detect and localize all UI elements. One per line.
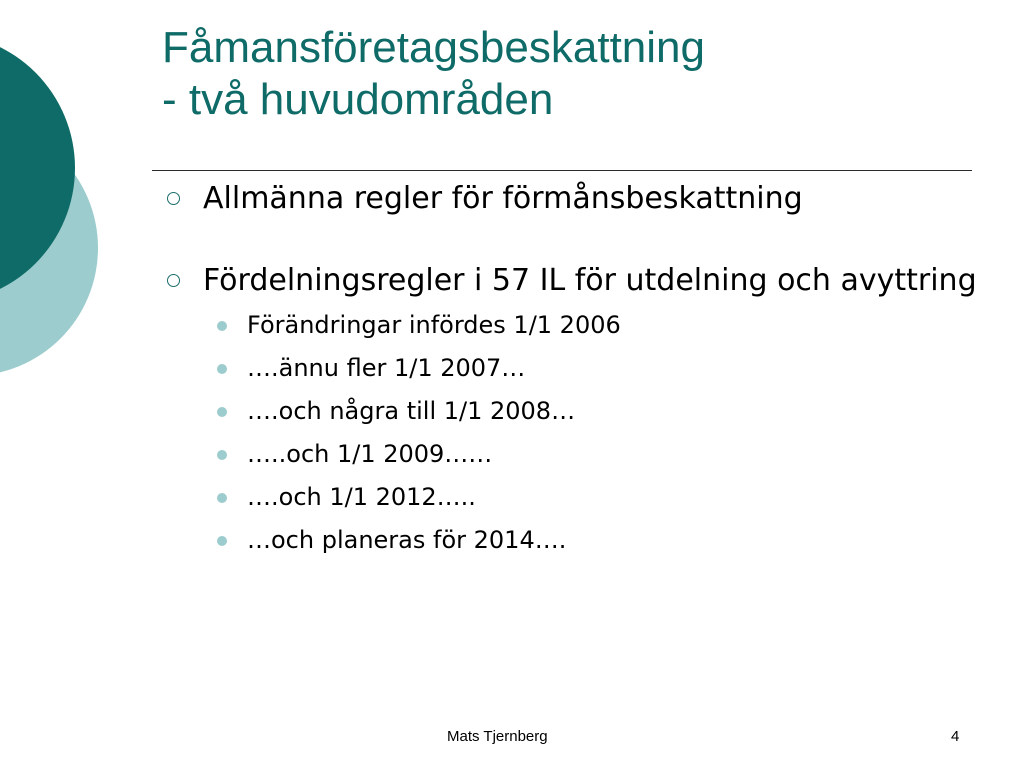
sub-bullet-item bbox=[160, 519, 980, 562]
filled-dot-bullet-icon bbox=[217, 450, 227, 460]
slide-body bbox=[160, 176, 980, 562]
sub-bullet-item bbox=[160, 347, 980, 390]
hollow-circle-bullet-icon bbox=[167, 274, 180, 287]
sub-bullet-item bbox=[160, 433, 980, 476]
filled-dot-bullet-icon bbox=[217, 493, 227, 503]
sub-bullet-item bbox=[160, 304, 980, 347]
sub-bullet-text: Förändringar infördes 1/1 2006 bbox=[247, 311, 621, 339]
sub-bullet-item bbox=[160, 390, 980, 433]
bullet-text: Fördelningsregler i 57 IL för utdelning och avyttring bbox=[203, 263, 977, 298]
bullet-item bbox=[160, 177, 980, 220]
sub-bullet-text: …..och 1/1 2009…… bbox=[247, 440, 493, 468]
title-divider bbox=[152, 170, 972, 171]
slide-title-line-2: - två huvudområden bbox=[162, 75, 554, 124]
slide-title bbox=[162, 22, 705, 126]
sub-bullet-text: ….och några till 1/1 2008… bbox=[247, 397, 576, 425]
sub-bullet-text: …och planeras för 2014…. bbox=[247, 526, 567, 554]
bullet-text: Allmänna regler för förmånsbeskattning bbox=[203, 181, 803, 216]
sub-bullet-item bbox=[160, 476, 980, 519]
hollow-circle-bullet-icon bbox=[167, 192, 180, 205]
slide-title-line-1: Fåmansföretagsbeskattning bbox=[162, 23, 705, 72]
filled-dot-bullet-icon bbox=[217, 321, 227, 331]
filled-dot-bullet-icon bbox=[217, 407, 227, 417]
sub-bullet-text: ….ännu fler 1/1 2007… bbox=[247, 354, 526, 382]
footer-author: Mats Tjernberg bbox=[447, 728, 548, 745]
sub-bullet-list bbox=[160, 304, 980, 562]
decorative-circles bbox=[0, 0, 120, 420]
sub-bullet-text: ….och 1/1 2012….. bbox=[247, 483, 476, 511]
page-number: 4 bbox=[951, 728, 960, 745]
bullet-item bbox=[160, 259, 980, 302]
filled-dot-bullet-icon bbox=[217, 364, 227, 374]
filled-dot-bullet-icon bbox=[217, 536, 227, 546]
